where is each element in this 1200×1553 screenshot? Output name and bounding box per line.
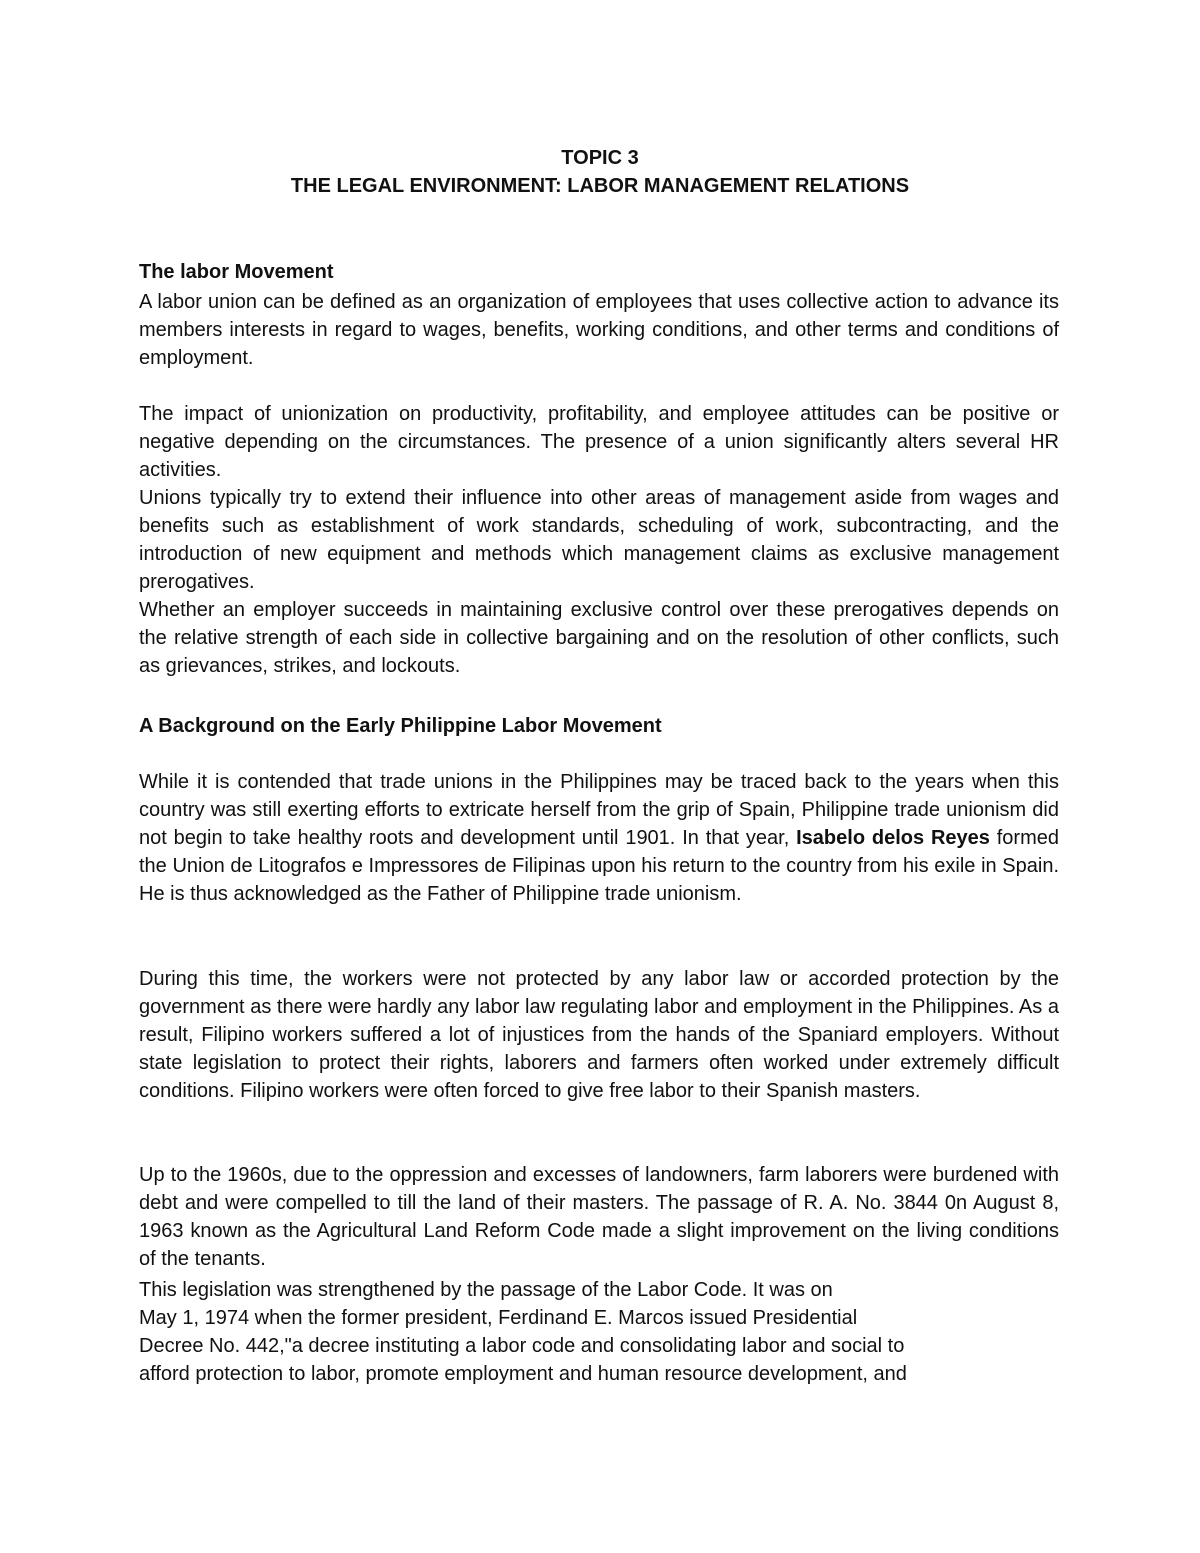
section-heading-philippine-labor-background: A Background on the Early Philippine Labor Movement: [139, 715, 662, 737]
paragraph-trade-union-origins: [139, 768, 1059, 908]
paragraph-labor-code-line-1: This legislation was strengthened by the passage of the Labor Code. It was on: [139, 1279, 833, 1301]
isabelo-delos-reyes-name: Isabelo delos Reyes: [796, 827, 990, 849]
paragraph-labor-code-line-3: Decree No. 442,"a decree instituting a labor code and consolidating labor and social to: [139, 1335, 905, 1357]
section-heading-labor-movement: The labor Movement: [139, 261, 334, 283]
origins-text-start: While it is contended that trade unions in the Philippines may be traced back to the years when this country was still exerting efforts to extricate herself from the grip of Spain, Philippine trade unionism did not begin to take healthy roots and development until 1901. In that year,: [139, 771, 1059, 849]
document-title: THE LEGAL ENVIRONMENT: LABOR MANAGEMENT RELATIONS: [290, 175, 910, 197]
paragraph-employer-control: Whether an employer succeeds in maintaining exclusive control over these prerogatives depends on the relative strength of each side in collective bargaining and on the resolution of other conflicts, such as grievances, strikes, and lockouts.: [139, 599, 1059, 677]
paragraph-labor-code-line-4: afford protection to labor, promote employment and human resource development, and: [139, 1363, 907, 1385]
paragraph-land-reform: Up to the 1960s, due to the oppression and excesses of landowners, farm laborers were burdened with debt and were compelled to till the land of their masters. The passage of R. A. No. 3844 0n August 8, 1963 known as the Agricultural Land Reform Code made a slight improvement on the living conditions of the tenants.: [139, 1164, 1059, 1270]
origins-text-end: formed the Union de Litografos e Impressores de Filipinas upon his return to the country from his exile in Spain. He is thus acknowledged as the Father of Philippine trade unionism.: [139, 827, 1059, 905]
paragraph-union-influence: Unions typically try to extend their influence into other areas of management aside from wages and benefits such as establishment of work standards, scheduling of work, subcontracting, and the introduction of new equipment and methods which management claims as exclusive management prerogatives.: [139, 487, 1059, 593]
topic-number: TOPIC 3: [561, 147, 639, 169]
paragraph-labor-code-line-2: May 1, 1974 when the former president, Ferdinand E. Marcos issued Presidential: [139, 1307, 858, 1329]
paragraph-labor-union-definition: A labor union can be defined as an organization of employees that uses collective action to advance its members interests in regard to wages, benefits, working conditions, and other terms and conditions of employment.: [139, 291, 1059, 369]
paragraph-unionization-impact: The impact of unionization on productivity, profitability, and employee attitudes can be positive or negative depending on the circumstances. The presence of a union significantly alters several HR activities.: [139, 403, 1059, 481]
paragraph-workers-unprotected: During this time, the workers were not protected by any labor law or accorded protection by the government as there were hardly any labor law regulating labor and employment in the Philippines. As a result, Filipino workers suffered a lot of injustices from the hands of the Spaniard employers. Without state legislation to protect their rights, laborers and farmers often worked under extremely difficult conditions. Filipino workers were often forced to give free labor to their Spanish masters.: [139, 968, 1059, 1102]
